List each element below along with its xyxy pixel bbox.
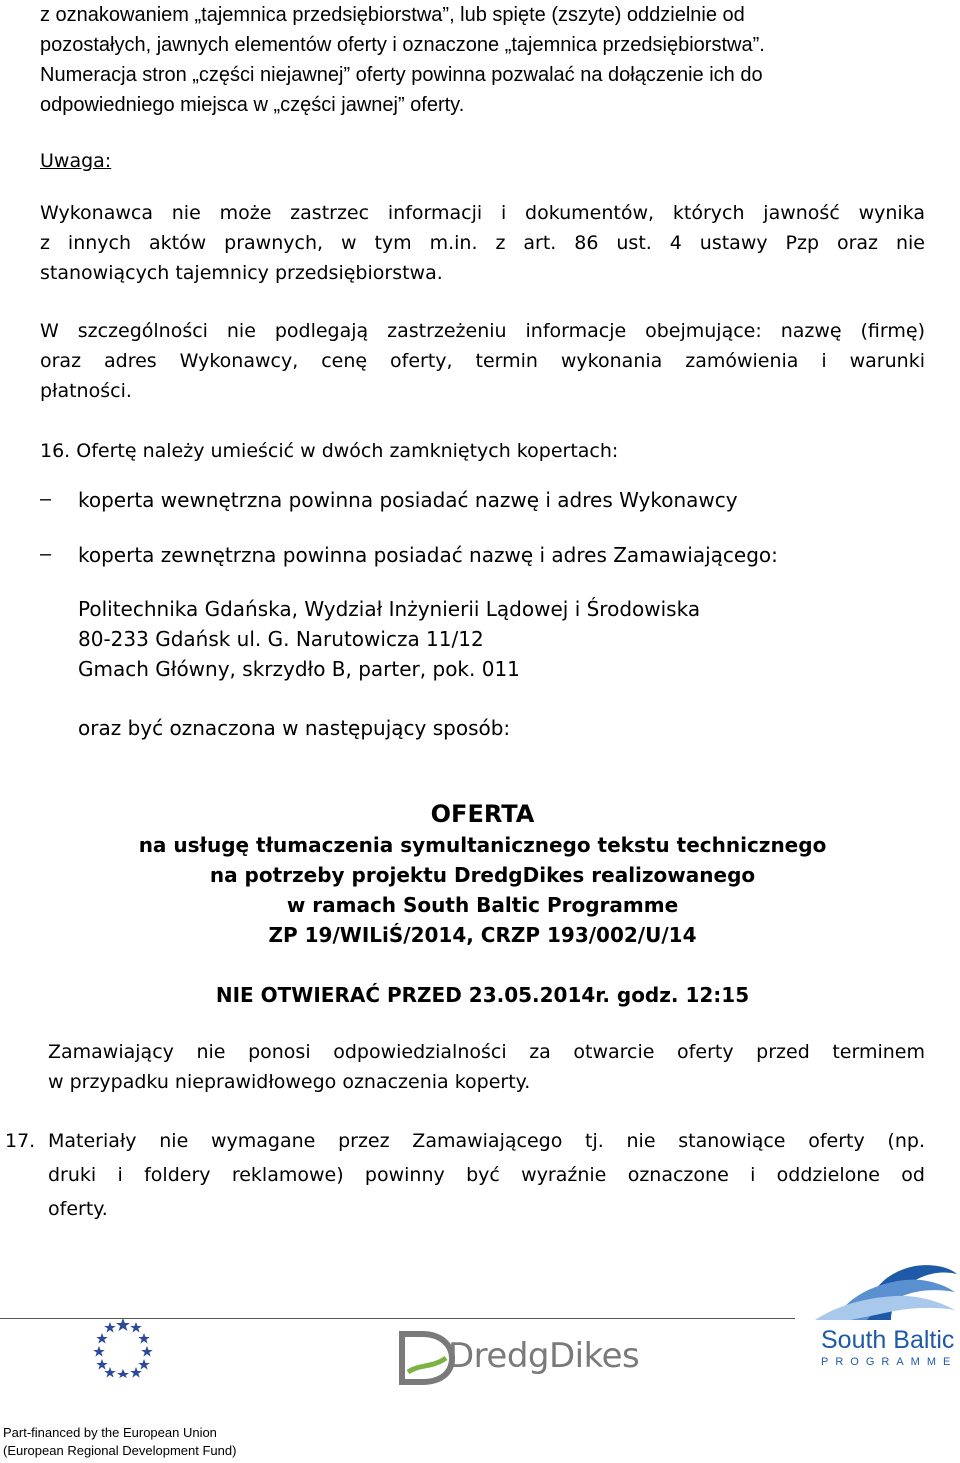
item-16: 16. Ofertę należy umieścić w dwóch zamkniętych kopertach: [40, 440, 619, 462]
south-baltic-wordmark: South Baltic [821, 1326, 955, 1354]
dredgdikes-wordmark: DredgDikes [448, 1336, 640, 1376]
text-line: oferty. [48, 1198, 108, 1220]
offer-reference: ZP 19/WILiŚ/2014, CRZP 193/002/U/14 [268, 923, 697, 947]
list-item: koperta wewnętrzna powinna posiadać nazwę i adres Wykonawcy [78, 488, 738, 512]
bullet-dash: – [40, 543, 52, 565]
south-baltic-waves-icon [815, 1262, 960, 1324]
programme-wordmark: PROGRAMME [821, 1356, 958, 1368]
dredgdikes-logo [398, 1328, 640, 1386]
offer-line: na usługę tłumaczenia symultanicznego tekstu technicznego [138, 833, 827, 857]
uwaga-heading: Uwaga: [40, 150, 112, 172]
text-line: pozostałych, jawnych elementów oferty i oznaczone „tajemnica przedsiębiorstwa”. [40, 34, 765, 56]
offer-line: w ramach South Baltic Programme [286, 893, 679, 917]
offer-title: OFERTA [430, 800, 535, 828]
footer-funding-line: Part-financed by the European Union [3, 1425, 217, 1440]
text-line: W szczególności nie podlegają zastrzeżeniu informacje obejmujące: nazwę (firmę) [40, 320, 925, 342]
text-line: odpowiedniego miejsca w „części jawnej” oferty. [40, 94, 465, 116]
item-number: 17. [5, 1130, 36, 1152]
offer-line: na potrzeby projektu DredgDikes realizowanego [209, 863, 756, 887]
address-line: Gmach Główny, skrzydło B, parter, pok. 011 [78, 657, 520, 681]
text-line: Wykonawca nie może zastrzec informacji i dokumentów, których jawność wynika [40, 202, 925, 224]
text-line: Numeracja stron „części niejawnej” oferty powinna pozwalać na dołączenie ich do [40, 64, 763, 86]
text-line: w przypadku nieprawidłowego oznaczenia koperty. [48, 1071, 531, 1093]
text-line: oraz adres Wykonawcy, cenę oferty, termin wykonania zamówienia i warunki [40, 350, 925, 372]
eu-flag-logo [92, 1312, 154, 1378]
address-line: Politechnika Gdańska, Wydział Inżynierii Lądowej i Środowiska [78, 597, 701, 621]
list-item: koperta zewnętrzna powinna posiadać nazwę i adres Zamawiającego: [78, 543, 778, 567]
marking-intro: oraz być oznaczona w następujący sposób: [78, 716, 511, 740]
text-line: z innych aktów prawnych, w tym m.in. z art. 86 ust. 4 ustawy Pzp oraz nie [40, 232, 925, 254]
text-line: stanowiących tajemnicy przedsiębiorstwa. [40, 262, 443, 284]
eu-stars-icon [92, 1312, 154, 1378]
footer-funding-line: (European Regional Development Fund) [3, 1443, 237, 1458]
text-line: druki i foldery reklamowe) powinny być wyraźnie oznaczone i oddzielone od [48, 1164, 925, 1186]
do-not-open-warning: NIE OTWIERAĆ PRZED 23.05.2014r. godz. 12:15 [215, 983, 750, 1007]
bullet-dash: – [40, 488, 52, 510]
address-line: 80-233 Gdańsk ul. G. Narutowicza 11/12 [78, 627, 484, 651]
text-line: płatności. [40, 380, 132, 402]
south-baltic-logo [815, 1262, 960, 1372]
text-line: Zamawiający nie ponosi odpowiedzialności za otwarcie oferty przed terminem [48, 1041, 925, 1063]
text-line: z oznakowaniem „tajemnica przedsiębiorstwa”, lub spięte (zszyte) oddzielnie od [40, 4, 745, 26]
text-line: Materiały nie wymagane przez Zamawiającego tj. nie stanowiące oferty (np. [48, 1130, 925, 1152]
